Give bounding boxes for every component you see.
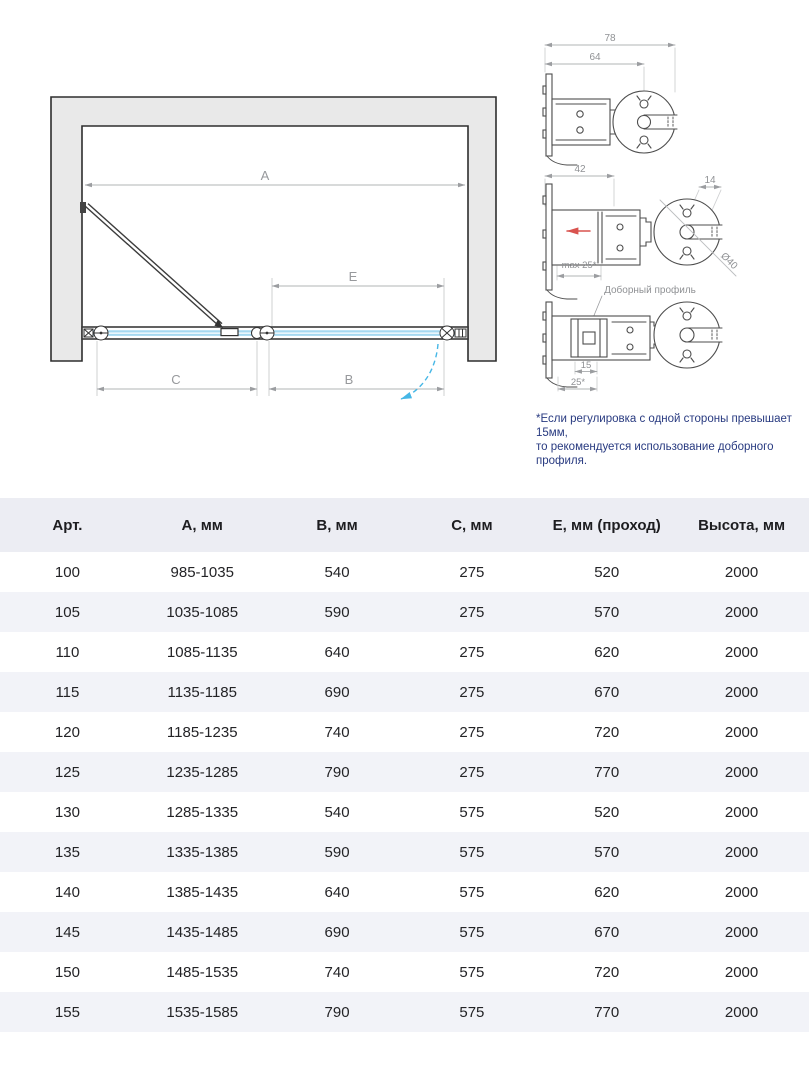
table-cell: 1335-1385 bbox=[135, 832, 270, 872]
table-cell: 2000 bbox=[724, 963, 759, 981]
door-panel bbox=[80, 202, 238, 336]
table-cell: 590 bbox=[270, 592, 405, 632]
table-body bbox=[0, 552, 809, 1032]
table-cell: 540 bbox=[324, 563, 350, 581]
niche-wall bbox=[51, 97, 496, 361]
table-cell: 275 bbox=[404, 752, 539, 792]
table-cell: 790 bbox=[270, 752, 405, 792]
column-header: Высота, мм bbox=[674, 498, 809, 552]
table-cell: 1235-1285 bbox=[135, 752, 270, 792]
size-table bbox=[0, 498, 809, 1032]
table-row bbox=[0, 632, 809, 672]
dim-max25-label: max 25* bbox=[561, 260, 597, 271]
table-cell: 1435-1485 bbox=[135, 912, 270, 952]
profile-section-middle bbox=[543, 164, 740, 299]
table-cell: 135 bbox=[0, 832, 135, 872]
profile-top-drawing bbox=[543, 74, 677, 165]
roller-middle bbox=[252, 326, 275, 340]
table-cell: 275 bbox=[459, 723, 485, 741]
dimension-c bbox=[97, 341, 257, 396]
table-cell: 275 bbox=[404, 592, 539, 632]
table-cell: 1485-1535 bbox=[166, 963, 239, 981]
table-cell: 150 bbox=[54, 963, 80, 981]
table-row bbox=[0, 712, 809, 752]
profile-middle-drawing bbox=[543, 184, 722, 299]
table-header-row bbox=[0, 498, 809, 552]
footnote-line-2: то рекомендуется использование доборного профиля. bbox=[536, 441, 774, 467]
table-cell: 2000 bbox=[724, 803, 759, 821]
table-cell: 2000 bbox=[724, 563, 759, 581]
table-cell: 575 bbox=[459, 803, 485, 821]
table-cell: 520 bbox=[594, 563, 620, 581]
table-cell: 1535-1585 bbox=[135, 992, 270, 1032]
table-cell: 155 bbox=[0, 992, 135, 1032]
table-row bbox=[0, 792, 809, 832]
table-cell: 2000 bbox=[724, 723, 759, 741]
table-cell: 575 bbox=[459, 963, 485, 981]
profile-top-dims bbox=[545, 33, 675, 92]
technical-drawing bbox=[0, 0, 809, 470]
installation-diagram bbox=[51, 97, 496, 399]
profile-section-bottom bbox=[543, 284, 722, 391]
footnote bbox=[536, 412, 802, 468]
table-row bbox=[0, 992, 809, 1032]
table-cell: 640 bbox=[324, 883, 350, 901]
dim-diameter-label: Ø40 bbox=[718, 250, 740, 272]
column-header: Е, мм (проход) bbox=[539, 498, 674, 552]
table-cell: 590 bbox=[270, 832, 405, 872]
table-cell: 740 bbox=[324, 723, 350, 741]
table-cell: 790 bbox=[270, 992, 405, 1032]
table-cell: 575 bbox=[459, 883, 485, 901]
table-row bbox=[0, 872, 809, 912]
table-cell: 130 bbox=[54, 803, 80, 821]
table-row bbox=[0, 912, 809, 952]
dim-78-label: 78 bbox=[604, 33, 616, 44]
table-row bbox=[0, 752, 809, 792]
table-cell: 570 bbox=[539, 832, 674, 872]
dim-e-label: E bbox=[348, 269, 358, 284]
table-cell: 2000 bbox=[724, 643, 759, 661]
table-row bbox=[0, 952, 809, 992]
table-cell: 640 bbox=[324, 643, 350, 661]
table-cell: 1185-1235 bbox=[166, 723, 238, 741]
table-row bbox=[0, 832, 809, 872]
table-cell: 770 bbox=[539, 992, 674, 1032]
table-row bbox=[0, 672, 809, 712]
profile-bottom-drawing bbox=[543, 302, 722, 387]
table-head bbox=[0, 498, 809, 552]
table-cell: 540 bbox=[324, 803, 350, 821]
bottom-track bbox=[82, 327, 468, 339]
table-row bbox=[0, 592, 809, 632]
table-cell: 570 bbox=[539, 592, 674, 632]
table-cell: 720 bbox=[594, 723, 620, 741]
table-cell: 670 bbox=[539, 672, 674, 712]
door-guide-block bbox=[221, 329, 238, 336]
table-cell: 145 bbox=[0, 912, 135, 952]
extension-profile-label: Доборный профиль bbox=[604, 285, 696, 296]
table-cell: 620 bbox=[594, 643, 620, 661]
dim-15-label: 15 bbox=[580, 360, 592, 371]
table-cell: 275 bbox=[459, 563, 485, 581]
table-cell: 2000 bbox=[674, 672, 809, 712]
table-cell: 1135-1185 bbox=[135, 672, 270, 712]
table-cell: 690 bbox=[270, 672, 405, 712]
table-row bbox=[0, 552, 809, 592]
table-cell: 575 bbox=[404, 992, 539, 1032]
dim-42-label: 42 bbox=[574, 164, 586, 175]
dimension-b bbox=[269, 341, 444, 396]
table-cell: 620 bbox=[594, 883, 620, 901]
table-cell: 100 bbox=[54, 563, 80, 581]
dim-14-label: 14 bbox=[704, 175, 716, 186]
dim-c-label: C bbox=[171, 372, 181, 387]
table-cell: 120 bbox=[54, 723, 80, 741]
table-cell: 2000 bbox=[674, 592, 809, 632]
dim-64-label: 64 bbox=[589, 52, 601, 63]
dimension-a bbox=[85, 168, 465, 185]
table-cell: 1385-1435 bbox=[166, 883, 239, 901]
door-hinge bbox=[80, 202, 86, 213]
table-cell: 690 bbox=[270, 912, 405, 952]
table-cell: 520 bbox=[594, 803, 620, 821]
dimension-e bbox=[272, 269, 444, 326]
table-cell: 2000 bbox=[724, 883, 759, 901]
table-cell: 125 bbox=[0, 752, 135, 792]
table-cell: 1035-1085 bbox=[135, 592, 270, 632]
table-cell: 740 bbox=[324, 963, 350, 981]
column-header: С, мм bbox=[404, 498, 539, 552]
table-cell: 575 bbox=[404, 912, 539, 952]
motion-arrow bbox=[401, 344, 438, 399]
column-header: Арт. bbox=[0, 498, 135, 552]
table-cell: 1085-1135 bbox=[166, 643, 238, 661]
table-cell: 2000 bbox=[674, 992, 809, 1032]
table-cell: 770 bbox=[539, 752, 674, 792]
profile-section-top bbox=[543, 33, 677, 165]
column-header: А, мм bbox=[135, 498, 270, 552]
table-cell: 275 bbox=[459, 643, 485, 661]
dim-a-label: A bbox=[260, 168, 270, 183]
table-cell: 115 bbox=[0, 672, 135, 712]
table-cell: 1285-1335 bbox=[166, 803, 239, 821]
table-cell: 2000 bbox=[674, 752, 809, 792]
dim-25-label: 25* bbox=[570, 377, 586, 388]
table-cell: 985-1035 bbox=[170, 563, 234, 581]
table-cell: 2000 bbox=[674, 832, 809, 872]
footnote-line-1: *Если регулировка с одной стороны превышает 15мм, bbox=[536, 413, 792, 439]
table-cell: 110 bbox=[55, 643, 80, 661]
table-cell: 575 bbox=[404, 832, 539, 872]
table-cell: 140 bbox=[54, 883, 80, 901]
table-cell: 2000 bbox=[674, 912, 809, 952]
table-cell: 670 bbox=[539, 912, 674, 952]
column-header: В, мм bbox=[270, 498, 405, 552]
table-cell: 105 bbox=[0, 592, 135, 632]
profile-middle-adjust-dim bbox=[557, 260, 601, 280]
table-cell: 720 bbox=[594, 963, 620, 981]
dim-b-label: B bbox=[344, 372, 354, 387]
table-cell: 275 bbox=[404, 672, 539, 712]
extension-profile-insert bbox=[571, 319, 607, 357]
